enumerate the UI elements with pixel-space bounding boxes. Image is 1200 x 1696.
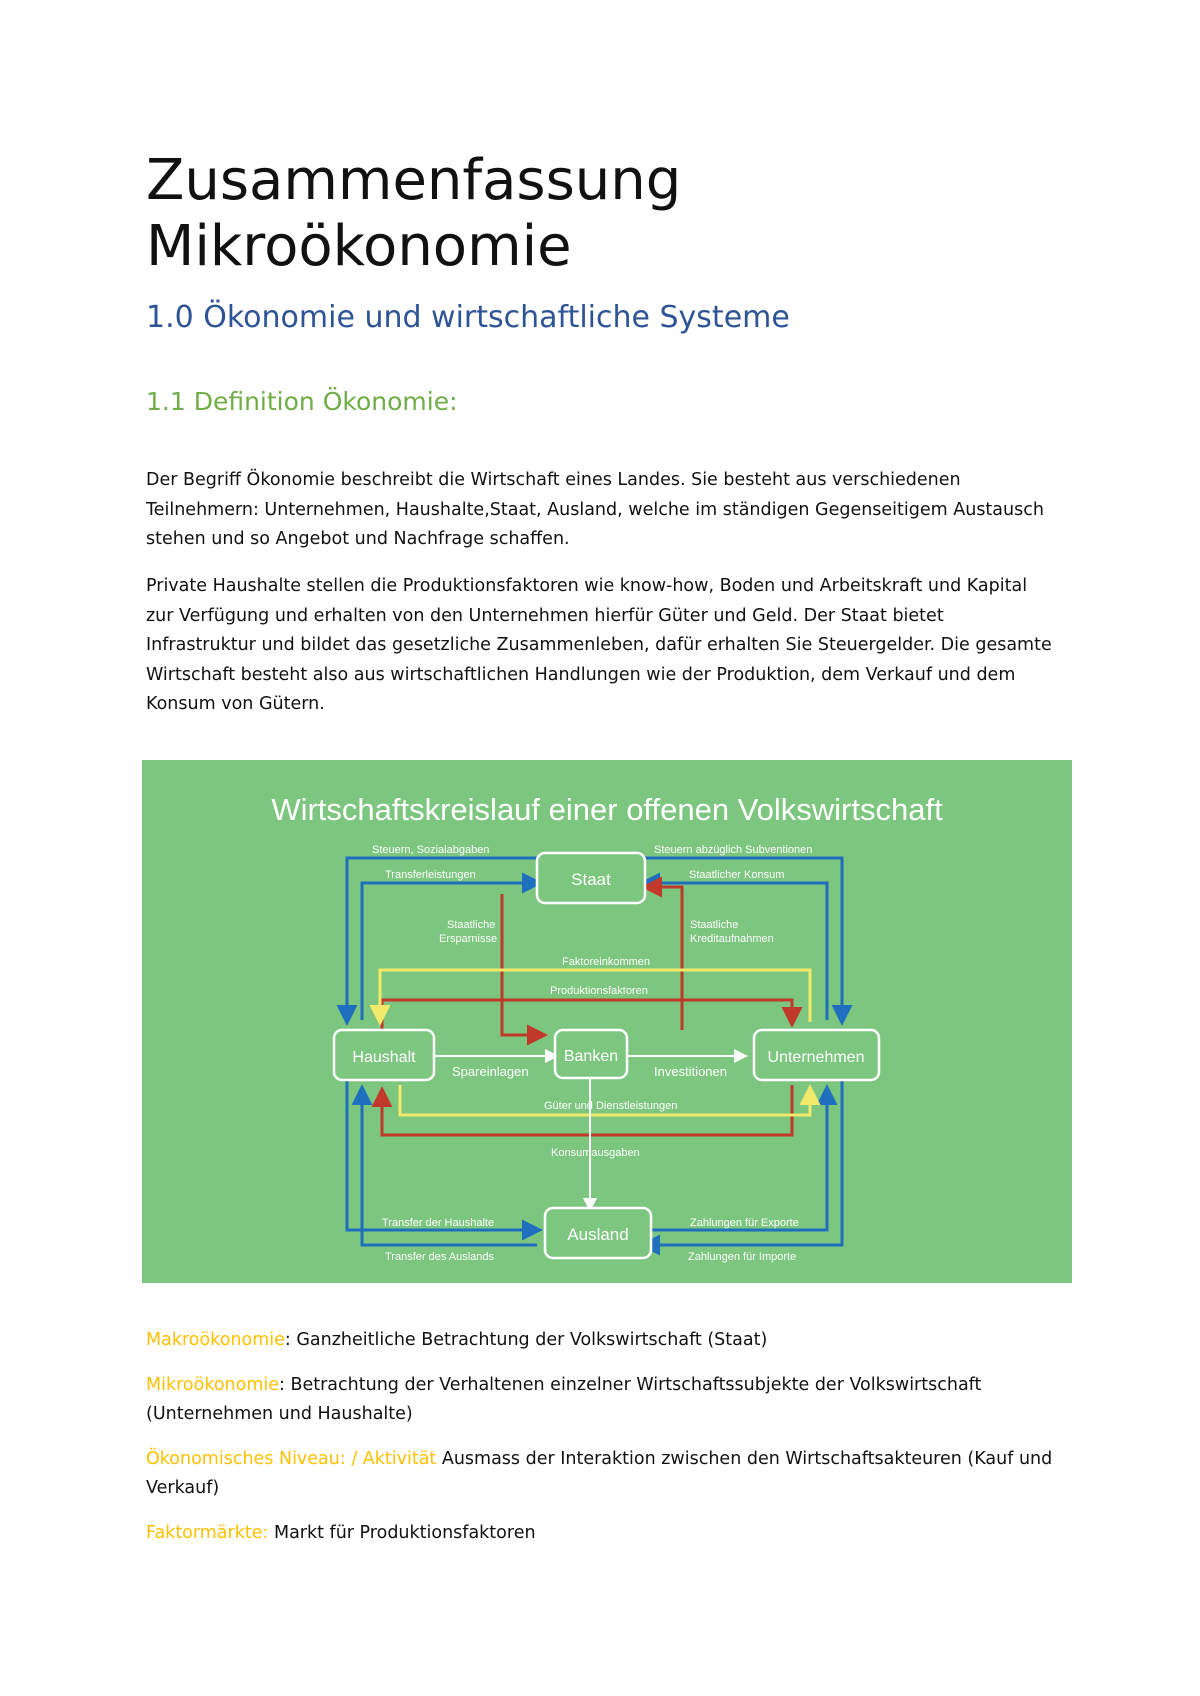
- definition-text: : Ganzheitliche Betrachtung der Volkswirtschaft (Staat): [284, 1330, 768, 1350]
- node-staat: [537, 853, 645, 903]
- node-haushalt-label: Haushalt: [352, 1049, 416, 1066]
- label-staatliche-ersparnisse-1: Staatliche: [447, 919, 496, 931]
- label-steuern-abzueglich-subventionen: Steuern abzüglich Subventionen: [654, 844, 813, 856]
- node-ausland: [545, 1208, 651, 1258]
- node-unternehmen-label: Unternehmen: [767, 1049, 865, 1066]
- definitions-list: [146, 1326, 1056, 1563]
- paragraph-households: Private Haushalte stellen die Produktionsfaktoren wie know-how, Boden und Arbeitskraft und Kapital zur Verfügung und erhalten von den Unternehmen hierfür Güter und Geld. Der Staat bietet Infrastruktur und bildet das gesetzliche Zusammenleben, dafür erhalten Sie Steuergelder. Die gesamte Wirtschaft besteht also aus wirtschaftlichen Handlungen wie der Produktion, dem Verkauf und dem Konsum von Gütern.: [146, 576, 1052, 714]
- label-produktionsfaktoren: Produktionsfaktoren: [550, 985, 648, 997]
- label-transferleistungen: Transferleistungen: [385, 869, 476, 881]
- label-steuern-sozialabgaben: Steuern, Sozialabgaben: [372, 844, 490, 856]
- paragraph-definition: Der Begriff Ökonomie beschreibt die Wirtschaft eines Landes. Sie besteht aus verschiedenen Teilnehmern: Unternehmen, Haushalte,Staat, Ausland, welche im ständigen Gegenseitigem Austausch stehen und so Angebot und Nachfrage schaffen.: [146, 470, 1044, 549]
- definition-mikrooekonomie: [146, 1371, 1056, 1430]
- definition-term: Faktormärkte:: [146, 1522, 269, 1543]
- label-staatliche-kredit-2: Kreditaufnahmen: [690, 933, 774, 945]
- label-gueter-dienstleistungen: Güter und Dienstleistungen: [544, 1100, 678, 1112]
- definition-term: Ökonomisches Niveau: / Aktivität: [146, 1448, 437, 1469]
- definition-text: Markt für Produktionsfaktoren: [268, 1522, 536, 1543]
- node-haushalt: [334, 1030, 434, 1080]
- definition-text: Ausmass der Interaktion zwischen den Wirtschaftsakteuren (Kauf und Verkauf): [146, 1448, 1053, 1498]
- document-title: [146, 148, 681, 280]
- node-staat-label: Staat: [571, 870, 611, 889]
- node-banken-label: Banken: [563, 1048, 619, 1065]
- label-zahlungen-exporte: Zahlungen für Exporte: [690, 1217, 799, 1229]
- subsection-heading: 1.1 Definition Ökonomie:: [146, 387, 458, 416]
- definition-term: Makroökonomie: [146, 1330, 285, 1350]
- definition-makrooekonomie: [146, 1326, 1056, 1356]
- title-line-1: Zusammenfassung: [146, 148, 682, 213]
- node-ausland-label: Ausland: [567, 1225, 629, 1244]
- label-spareinlagen: Spareinlagen: [452, 1064, 529, 1079]
- definition-term: Mikroökonomie: [146, 1374, 280, 1395]
- definition-faktormaerkte: [146, 1519, 1056, 1549]
- label-zahlungen-importe: Zahlungen für Importe: [688, 1251, 797, 1263]
- circular-flow-diagram: [142, 760, 1072, 1283]
- node-banken: [555, 1030, 627, 1078]
- label-staatliche-ersparnisse-2: Ersparnisse: [439, 933, 498, 945]
- label-investitionen: Investitionen: [654, 1064, 727, 1079]
- node-unternehmen: [754, 1030, 879, 1080]
- diagram-svg: [142, 760, 1072, 1283]
- definition-text: : Betrachtung der Verhaltenen einzelner Wirtschaftssubjekte der Volkswirtschaft (Unternehmen und Haushalte): [146, 1374, 982, 1424]
- label-staatliche-kredit-1: Staatliche: [690, 919, 739, 931]
- label-transfer-haushalte: Transfer der Haushalte: [382, 1217, 495, 1229]
- label-konsumausgaben: Konsumausgaben: [551, 1147, 640, 1159]
- label-transfer-ausland: Transfer des Auslands: [385, 1251, 495, 1263]
- label-staatlicher-konsum: Staatlicher Konsum: [689, 869, 785, 881]
- label-faktoreinkommen: Faktoreinkommen: [562, 956, 651, 968]
- section-heading: 1.0 Ökonomie und wirtschaftliche Systeme: [146, 300, 790, 335]
- definition-oekonomisches-niveau: [146, 1445, 1056, 1504]
- title-line-2: Mikroökonomie: [146, 214, 572, 279]
- diagram-title: Wirtschaftskreislauf einer offenen Volkswirtschaft: [271, 792, 943, 827]
